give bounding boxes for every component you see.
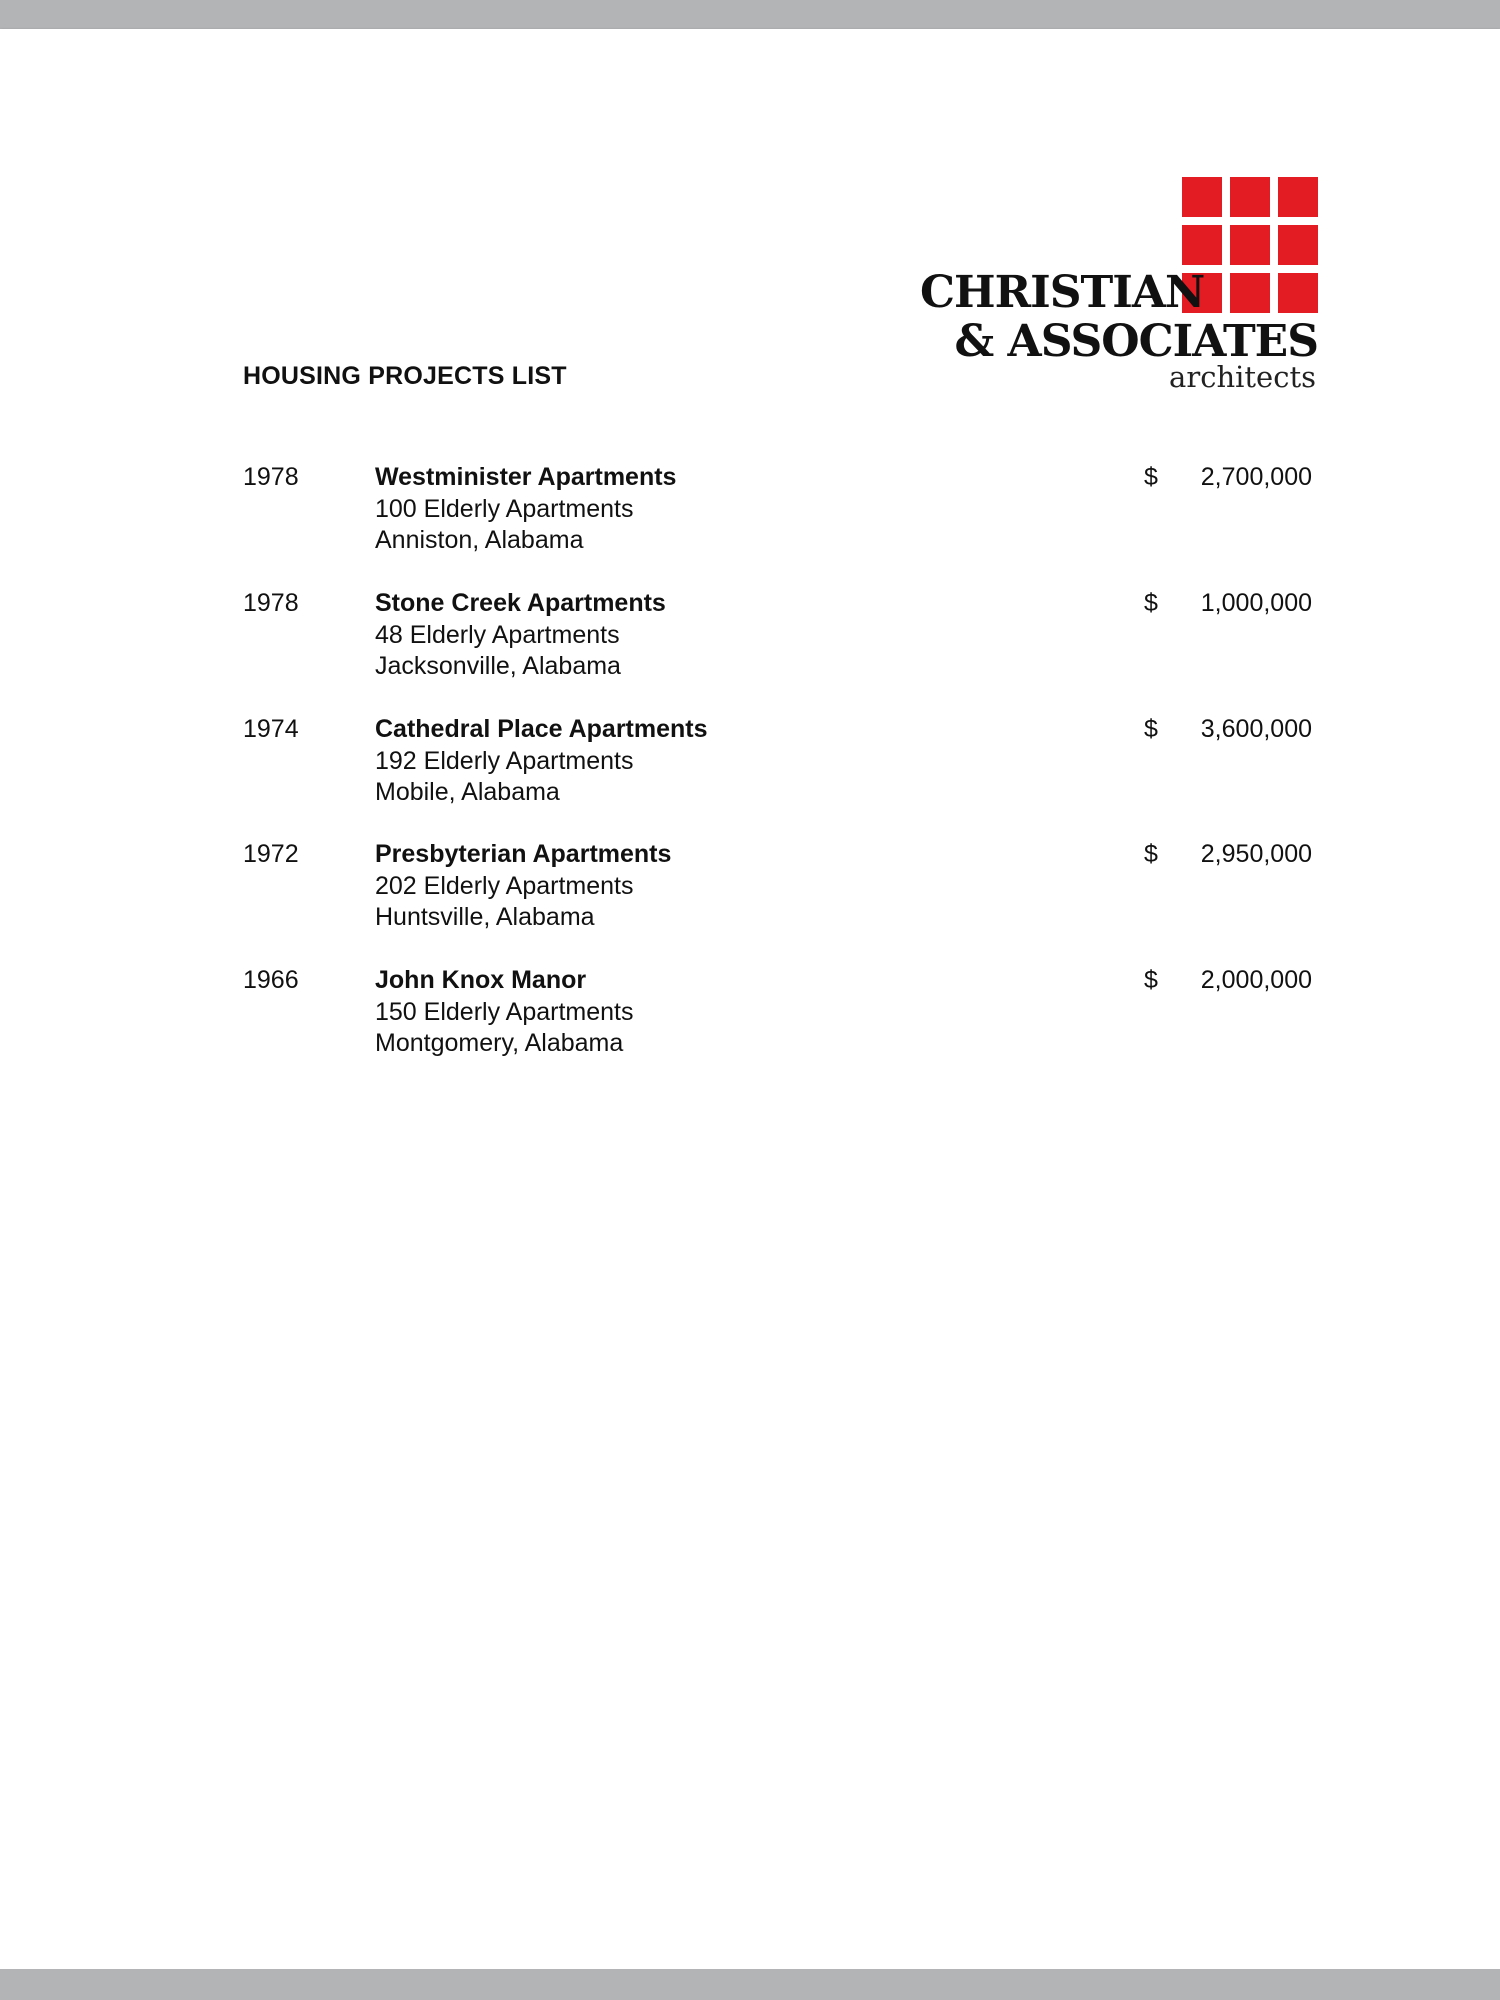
document-page <box>0 29 1500 1969</box>
logo-company-name: CHRISTIAN <box>920 267 1205 318</box>
project-year: 1978 <box>243 463 299 491</box>
project-units: 150 Elderly Apartments <box>375 997 634 1026</box>
project-row <box>0 462 1500 572</box>
logo-tagline: architects <box>1169 360 1316 394</box>
project-currency: $ <box>1144 715 1158 743</box>
project-currency: $ <box>1144 463 1158 491</box>
project-currency: $ <box>1144 840 1158 868</box>
project-currency: $ <box>1144 589 1158 617</box>
project-amount: 2,950,000 <box>1200 840 1312 868</box>
project-amount: 3,600,000 <box>1200 715 1312 743</box>
project-name: Presbyterian Apartments <box>375 840 672 868</box>
project-year: 1972 <box>243 840 299 868</box>
project-year: 1978 <box>243 589 299 617</box>
project-location: Jacksonville, Alabama <box>375 652 621 680</box>
project-name: Westminister Apartments <box>375 463 677 491</box>
project-amount: 2,000,000 <box>1200 966 1312 994</box>
logo-square <box>1182 177 1222 217</box>
project-name: John Knox Manor <box>375 966 587 994</box>
project-amount: 1,000,000 <box>1200 589 1312 617</box>
project-name: Stone Creek Apartments <box>375 589 666 617</box>
project-name: Cathedral Place Apartments <box>375 715 708 743</box>
project-year: 1966 <box>243 966 299 994</box>
project-location: Montgomery, Alabama <box>375 1029 624 1057</box>
project-location: Huntsville, Alabama <box>375 903 595 931</box>
project-amount: 2,700,000 <box>1200 463 1312 491</box>
project-units: 100 Elderly Apartments <box>375 494 634 523</box>
viewer-bottom-bar <box>0 1969 1500 2000</box>
project-location: Mobile, Alabama <box>375 778 560 806</box>
logo-square <box>1182 225 1222 265</box>
company-logo <box>920 177 1320 397</box>
project-location: Anniston, Alabama <box>375 526 584 554</box>
project-row <box>0 839 1500 949</box>
project-row <box>0 588 1500 698</box>
project-row <box>0 714 1500 824</box>
page-title: HOUSING PROJECTS LIST <box>243 362 567 390</box>
logo-square <box>1230 273 1270 313</box>
logo-square <box>1230 225 1270 265</box>
logo-square <box>1278 177 1318 217</box>
logo-square <box>1230 177 1270 217</box>
project-row <box>0 965 1500 1075</box>
project-units: 192 Elderly Apartments <box>375 746 634 775</box>
project-year: 1974 <box>243 715 299 743</box>
project-units: 48 Elderly Apartments <box>375 620 620 649</box>
logo-square <box>1278 273 1318 313</box>
viewer-top-bar <box>0 0 1500 29</box>
project-currency: $ <box>1144 966 1158 994</box>
logo-square <box>1278 225 1318 265</box>
logo-company-associates: & ASSOCIATES <box>954 316 1318 367</box>
project-units: 202 Elderly Apartments <box>375 871 634 900</box>
